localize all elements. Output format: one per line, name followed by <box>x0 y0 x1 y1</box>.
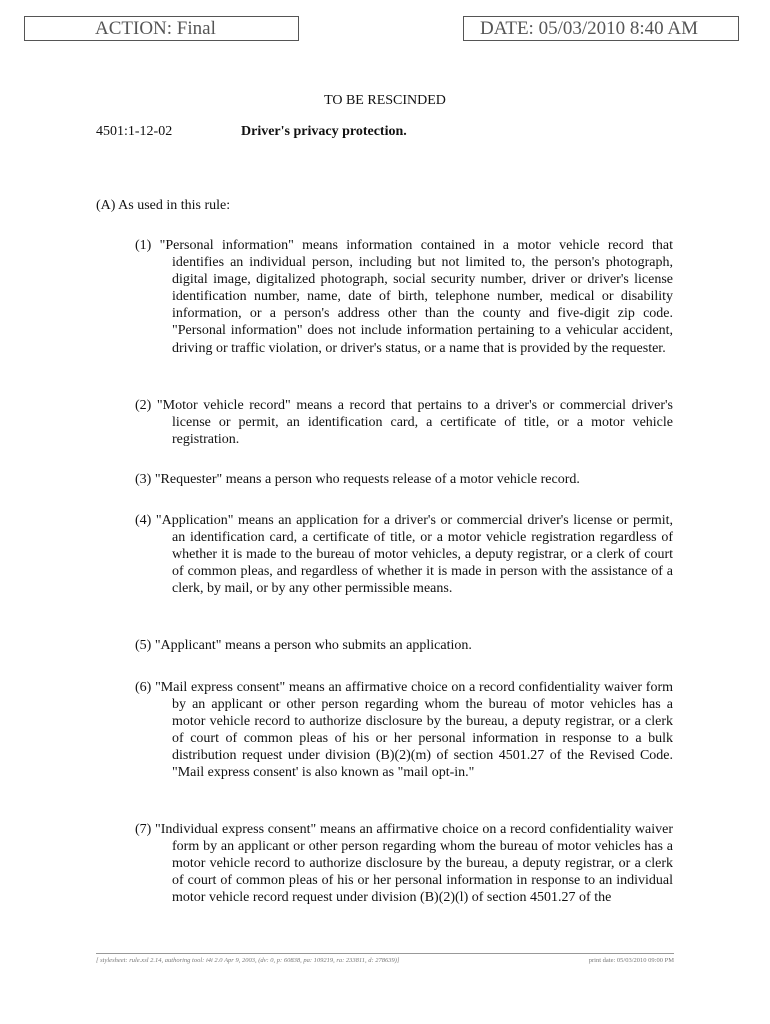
footer-divider <box>96 953 674 954</box>
section-intro: (A) As used in this rule: <box>96 198 231 213</box>
footer-stylesheet-info: [ stylesheet: rule.xsl 2.14, authoring tool: i4i 2.0 Apr 9, 2003, (dv: 0, p: 60838, pa: 109219, ra: 233811, d: 278639)] <box>96 957 400 964</box>
rule-title: Driver's privacy protection. <box>241 124 407 139</box>
definition-personal-information: (1) "Personal information" means information contained in a motor vehicle record that identifies an individual person, including but not limited to, the person's photograph, digital image, digitalized photograph, social security number, driver or driver's license identification number, name, date of birth, telephone number, medical or disability information, or a person's address other than the county and five-digit zip code. "Personal information" does not include information pertaining to a vehicular accident, driving or traffic violation, or driver's status, or a name that is provided by the requester. <box>135 238 673 356</box>
date-label: DATE: 05/03/2010 8:40 AM <box>480 18 698 39</box>
date-header-box <box>463 16 739 41</box>
definition-individual-express-consent: (7) "Individual express consent" means an affirmative choice on a record confidentiality waiver form by an applicant or other person regarding whom the bureau of motor vehicles has a motor vehicle record to authorize disclosure by the bureau, a deputy registrar, or a clerk of court of common pleas of his or her personal information in response to an individual motor vehicle record request under division (B)(2)(l) of section 4501.27 of the <box>135 822 673 906</box>
definition-applicant: (5) "Applicant" means a person who submits an application. <box>135 638 472 653</box>
action-header-box <box>24 16 299 41</box>
rescind-status: TO BE RESCINDED <box>324 93 446 108</box>
definition-mail-express-consent: (6) "Mail express consent" means an affirmative choice on a record confidentiality waiver form by an applicant or other person regarding whom the bureau of motor vehicles has a motor vehicle record to authorize disclosure by the bureau, a deputy registrar, or a clerk of court of common pleas of his or her personal information in response to a bulk distribution request under division (B)(2)(m) of section 4501.27 of the Revised Code. "Mail express consent' is also known as "mail opt-in." <box>135 680 673 781</box>
rule-number: 4501:1-12-02 <box>96 124 173 139</box>
definition-application: (4) "Application" means an application for a driver's or commercial driver's license or permit, an identification card, a certificate of title, or a motor vehicle registration regardless of whether it is made to the bureau of motor vehicles, a deputy registrar, or a clerk of court of common pleas, and regardless of whether it is made in person with the assistance of a clerk, by mail, or by any other permissible means. <box>135 513 673 597</box>
action-label: ACTION: Final <box>95 18 216 39</box>
definition-motor-vehicle-record: (2) "Motor vehicle record" means a record that pertains to a driver's or commercial driver's license or permit, an identification card, a certificate of title, or a motor vehicle registration. <box>135 398 673 448</box>
footer-print-date: print date: 05/03/2010 09:00 PM <box>588 957 674 964</box>
definition-requester: (3) "Requester" means a person who requests release of a motor vehicle record. <box>135 472 580 487</box>
